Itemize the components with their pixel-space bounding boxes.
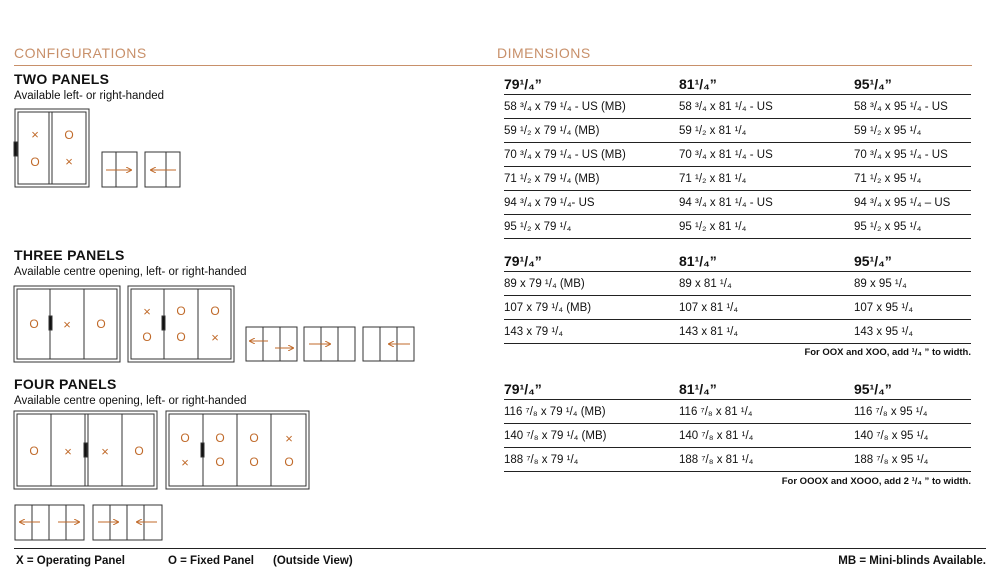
table-cell: 71 ¹/₂ x 95 ¹/₄ bbox=[854, 172, 922, 185]
table-cell: 143 x 81 ¹/₄ bbox=[679, 325, 739, 338]
symbol-operating: × bbox=[285, 431, 293, 446]
symbol-fixed: O bbox=[249, 431, 259, 445]
legend-mini-blinds: MB = Mini-blinds Available. bbox=[838, 555, 986, 567]
table-row bbox=[504, 320, 971, 344]
table-cell: 70 ³/₄ x 81 ¹/₄ - US bbox=[679, 148, 773, 161]
four-panel-arrows-sides bbox=[93, 505, 162, 540]
four-panel-arrows-centre bbox=[15, 505, 84, 540]
symbol-fixed: O bbox=[176, 330, 186, 344]
table-cell: 107 x 79 ¹/₄ (MB) bbox=[504, 301, 592, 314]
two-panel-arrow-left bbox=[145, 152, 180, 187]
header-height-95: 95¹/₄” bbox=[854, 381, 892, 397]
table-cell: 71 ¹/₂ x 81 ¹/₄ bbox=[679, 172, 747, 185]
symbol-fixed: O bbox=[96, 317, 106, 331]
table-cell: 143 x 95 ¹/₄ bbox=[854, 325, 914, 338]
three-panel-arrows-centre bbox=[246, 327, 297, 361]
four-panels-note: For OOOX and XOOO, add 2 ¹/₄ ” to width. bbox=[781, 476, 971, 487]
table-header bbox=[504, 377, 971, 400]
table-cell: 71 ¹/₂ x 79 ¹/₄ (MB) bbox=[504, 172, 600, 185]
legend-outside-view: (Outside View) bbox=[273, 555, 353, 567]
symbol-operating: × bbox=[181, 455, 189, 470]
three-panels-title: THREE PANELS bbox=[14, 247, 125, 263]
configuration-diagrams bbox=[0, 0, 470, 545]
symbol-fixed: O bbox=[176, 304, 186, 318]
table-cell: 59 ¹/₂ x 79 ¹/₄ (MB) bbox=[504, 124, 600, 137]
dimensions-table-four-panels bbox=[504, 377, 971, 472]
table-cell: 95 ¹/₂ x 95 ¹/₄ bbox=[854, 220, 922, 233]
header-height-81: 81¹/₄” bbox=[679, 381, 717, 397]
three-panel-unit-b-diagram bbox=[128, 286, 234, 362]
configurations-heading: CONFIGURATIONS bbox=[14, 45, 147, 61]
symbol-fixed: O bbox=[29, 444, 39, 458]
table-cell: 59 ¹/₂ x 81 ¹/₄ bbox=[679, 124, 747, 137]
table-cell: 58 ³/₄ x 81 ¹/₄ - US bbox=[679, 100, 773, 113]
table-cell: 70 ³/₄ x 79 ¹/₄ - US (MB) bbox=[504, 148, 626, 161]
table-row bbox=[504, 119, 971, 143]
table-header bbox=[504, 72, 971, 95]
table-row bbox=[504, 95, 971, 119]
two-panels-subtitle: Available left- or right-handed bbox=[14, 90, 165, 102]
header-height-81: 81¹/₄” bbox=[679, 76, 717, 92]
symbol-fixed: O bbox=[284, 455, 294, 469]
symbol-operating: × bbox=[211, 330, 219, 345]
table-cell: 188 ⁷/₈ x 79 ¹/₄ bbox=[504, 453, 579, 466]
symbol-operating: × bbox=[65, 154, 73, 169]
table-row bbox=[504, 296, 971, 320]
table-cell: 59 ¹/₂ x 95 ¹/₄ bbox=[854, 124, 922, 137]
table-cell: 58 ³/₄ x 79 ¹/₄ - US (MB) bbox=[504, 100, 626, 113]
table-cell: 70 ³/₄ x 95 ¹/₄ - US bbox=[854, 148, 948, 161]
table-row bbox=[504, 215, 971, 239]
two-panels-title: TWO PANELS bbox=[14, 71, 110, 87]
table-row bbox=[504, 400, 971, 424]
symbol-fixed: O bbox=[215, 455, 225, 469]
symbol-fixed: O bbox=[64, 128, 74, 142]
header-height-79: 79¹/₄” bbox=[504, 253, 542, 269]
table-row bbox=[504, 272, 971, 296]
three-panels-note: For OOX and XOO, add ¹/₄ ” to width. bbox=[804, 347, 971, 358]
table-row bbox=[504, 191, 971, 215]
legend-operating-panel: X = Operating Panel bbox=[16, 555, 125, 567]
table-row bbox=[504, 448, 971, 472]
symbol-fixed: O bbox=[210, 304, 220, 318]
table-cell: 116 ⁷/₈ x 95 ¹/₄ bbox=[854, 405, 928, 418]
dimensions-table-three-panels bbox=[504, 249, 971, 344]
table-cell: 94 ³/₄ x 95 ¹/₄ – US bbox=[854, 196, 951, 209]
symbol-fixed: O bbox=[142, 330, 152, 344]
four-panels-title: FOUR PANELS bbox=[14, 376, 117, 392]
table-cell: 58 ³/₄ x 95 ¹/₄ - US bbox=[854, 100, 948, 113]
table-cell: 95 ¹/₂ x 79 ¹/₄ bbox=[504, 220, 572, 233]
symbol-operating: × bbox=[63, 317, 71, 332]
table-cell: 140 ⁷/₈ x 95 ¹/₄ bbox=[854, 429, 929, 442]
table-cell: 89 x 81 ¹/₄ bbox=[679, 277, 732, 290]
symbol-fixed: O bbox=[29, 317, 39, 331]
two-panel-unit-diagram bbox=[14, 109, 89, 187]
symbol-fixed: O bbox=[134, 444, 144, 458]
header-height-95: 95¹/₄” bbox=[854, 76, 892, 92]
table-cell: 116 ⁷/₈ x 81 ¹/₄ bbox=[679, 405, 753, 418]
symbol-fixed: O bbox=[30, 155, 40, 169]
symbol-operating: × bbox=[31, 127, 39, 142]
table-row bbox=[504, 424, 971, 448]
header-height-79: 79¹/₄” bbox=[504, 76, 542, 92]
table-cell: 140 ⁷/₈ x 81 ¹/₄ bbox=[679, 429, 754, 442]
table-row bbox=[504, 167, 971, 191]
header-height-81: 81¹/₄” bbox=[679, 253, 717, 269]
table-cell: 89 x 79 ¹/₄ (MB) bbox=[504, 277, 585, 290]
symbol-operating: × bbox=[64, 444, 72, 459]
table-cell: 188 ⁷/₈ x 95 ¹/₄ bbox=[854, 453, 929, 466]
table-cell: 188 ⁷/₈ x 81 ¹/₄ bbox=[679, 453, 754, 466]
symbol-fixed: O bbox=[215, 431, 225, 445]
table-cell: 143 x 79 ¹/₄ bbox=[504, 325, 564, 338]
table-cell: 89 x 95 ¹/₄ bbox=[854, 277, 907, 290]
symbol-operating: × bbox=[143, 304, 151, 319]
table-cell: 140 ⁷/₈ x 79 ¹/₄ (MB) bbox=[504, 429, 607, 442]
two-panel-arrow-right bbox=[102, 152, 137, 187]
table-cell: 94 ³/₄ x 81 ¹/₄ - US bbox=[679, 196, 773, 209]
three-panels-subtitle: Available centre opening, left- or right-handed bbox=[14, 266, 247, 278]
three-panel-arrow-left bbox=[363, 327, 414, 361]
dimensions-heading: DIMENSIONS bbox=[497, 45, 591, 61]
table-cell: 95 ¹/₂ x 81 ¹/₄ bbox=[679, 220, 747, 233]
table-cell: 94 ³/₄ x 79 ¹/₄- US bbox=[504, 196, 595, 209]
footer-rule bbox=[14, 548, 986, 549]
symbol-operating: × bbox=[101, 444, 109, 459]
table-cell: 107 x 81 ¹/₄ bbox=[679, 301, 739, 314]
four-panels-subtitle: Available centre opening, left- or right-handed bbox=[14, 395, 247, 407]
four-panel-unit-b-diagram bbox=[166, 411, 309, 489]
three-panel-arrow-right bbox=[304, 327, 355, 361]
table-header bbox=[504, 249, 971, 272]
table-row bbox=[504, 143, 971, 167]
legend-fixed-panel: O = Fixed Panel bbox=[168, 555, 254, 567]
symbol-fixed: O bbox=[180, 431, 190, 445]
table-cell: 107 x 95 ¹/₄ bbox=[854, 301, 914, 314]
header-height-79: 79¹/₄” bbox=[504, 381, 542, 397]
symbol-fixed: O bbox=[249, 455, 259, 469]
header-height-95: 95¹/₄” bbox=[854, 253, 892, 269]
table-cell: 116 ⁷/₈ x 79 ¹/₄ (MB) bbox=[504, 405, 606, 418]
dimensions-table-two-panels bbox=[504, 72, 971, 239]
